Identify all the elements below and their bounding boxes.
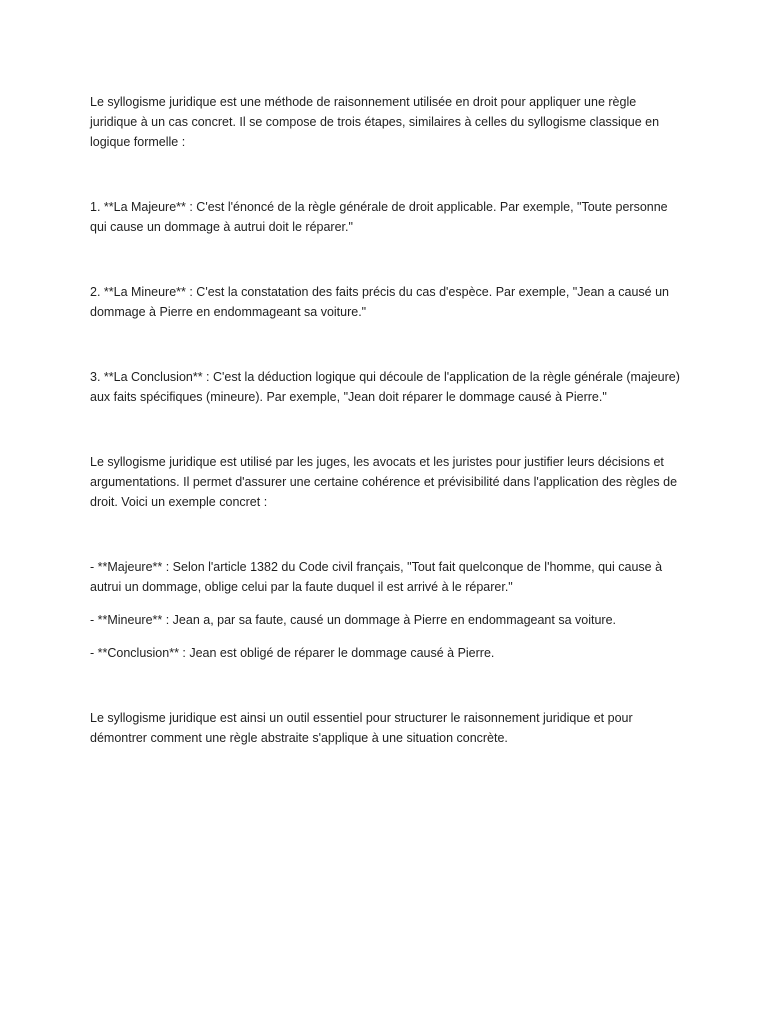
example-conclusion: - **Conclusion** : Jean est obligé de réparer le dommage causé à Pierre. xyxy=(90,646,495,660)
paragraph-spacer xyxy=(90,630,680,643)
paragraph-spacer xyxy=(90,407,680,452)
document-body xyxy=(90,92,680,748)
paragraph-spacer xyxy=(90,512,680,557)
example-mineure: - **Mineure** : Jean a, par sa faute, causé un dommage à Pierre en endommageant sa voiture. xyxy=(90,613,616,627)
example-majeure: - **Majeure** : Selon l'article 1382 du Code civil français, "Tout fait quelconque de l'homme, qui cause à autrui un dommage, oblige celui par la faute duquel il est arrivé à le réparer." xyxy=(90,560,663,594)
closing-paragraph: Le syllogisme juridique est ainsi un outil essentiel pour structurer le raisonnement juridique et pour démontrer comment une règle abstraite s'applique à une situation concrète. xyxy=(90,711,633,745)
paragraph-spacer xyxy=(90,237,680,282)
paragraph-spacer xyxy=(90,597,680,610)
paragraph-spacer xyxy=(90,152,680,197)
intro-paragraph: Le syllogisme juridique est une méthode de raisonnement utilisée en droit pour appliquer une règle juridique à un cas concret. Il se compose de trois étapes, similaires à celles du syllogisme classique en logique formelle : xyxy=(90,95,660,149)
mineure-definition: 2. **La Mineure** : C'est la constatation des faits précis du cas d'espèce. Par exemple, "Jean a causé un dommage à Pierre en endommageant sa voiture." xyxy=(90,285,669,319)
conclusion-definition: 3. **La Conclusion** : C'est la déduction logique qui découle de l'application de la règle générale (majeure) aux faits spécifiques (mineure). Par exemple, "Jean doit réparer le dommage causé à Pierre." xyxy=(90,370,680,404)
majeure-definition: 1. **La Majeure** : C'est l'énoncé de la règle générale de droit applicable. Par exemple, "Toute personne qui cause un dommage à autrui doit le réparer." xyxy=(90,200,668,234)
paragraph-spacer xyxy=(90,663,680,708)
usage-paragraph: Le syllogisme juridique est utilisé par les juges, les avocats et les juristes pour justifier leurs décisions et argumentations. Il permet d'assurer une certaine cohérence et prévisibilité dans l'application des règles de droit. Voici un exemple concret : xyxy=(90,455,678,509)
paragraph-spacer xyxy=(90,322,680,367)
